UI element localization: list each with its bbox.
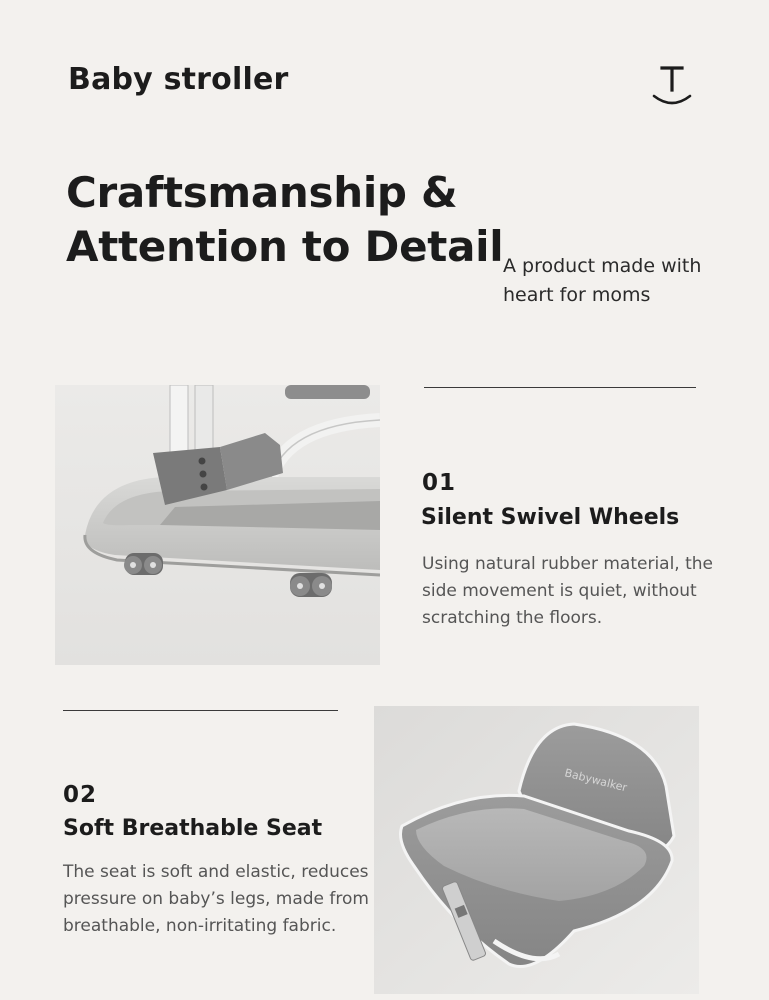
hero-headline xyxy=(66,166,503,274)
feature-1-divider xyxy=(424,387,696,388)
feature-1-desc-line3: scratching the floors. xyxy=(422,608,603,628)
tagline-line2: heart for moms xyxy=(503,284,651,306)
seat-illustration xyxy=(374,706,699,994)
feature-2-desc-line3: breathable, non-irritating fabric. xyxy=(63,916,337,936)
page-brand-title: Baby stroller xyxy=(68,62,289,97)
brand-logo-icon xyxy=(650,60,694,110)
hero-headline-line1: Craftsmanship & xyxy=(66,168,458,217)
feature-2-divider xyxy=(63,710,338,711)
feature-2-desc-line1: The seat is soft and elastic, reduces xyxy=(63,862,369,882)
feature-1-desc-line1: Using natural rubber material, the xyxy=(422,554,714,574)
feature-2-desc-line2: pressure on baby’s legs, made from xyxy=(63,889,369,909)
feature-2-title: Soft Breathable Seat xyxy=(63,816,323,841)
seat-brand-text: Babywalker xyxy=(563,766,629,795)
hero-tagline xyxy=(503,252,701,310)
tagline-line1: A product made with xyxy=(503,255,702,277)
feature-2-description xyxy=(63,859,369,940)
feature-2-number: 02 xyxy=(63,782,98,808)
feature-1-desc-line2: side movement is quiet, without xyxy=(422,581,697,601)
walker-base-illustration xyxy=(55,385,380,665)
hero-headline-line2: Attention to Detail xyxy=(66,222,504,271)
feature-1-number: 01 xyxy=(422,470,457,496)
feature-1-description xyxy=(422,551,713,632)
feature-1-title: Silent Swivel Wheels xyxy=(421,505,680,530)
wheels-product-photo xyxy=(55,385,380,665)
seat-product-photo xyxy=(374,706,699,994)
